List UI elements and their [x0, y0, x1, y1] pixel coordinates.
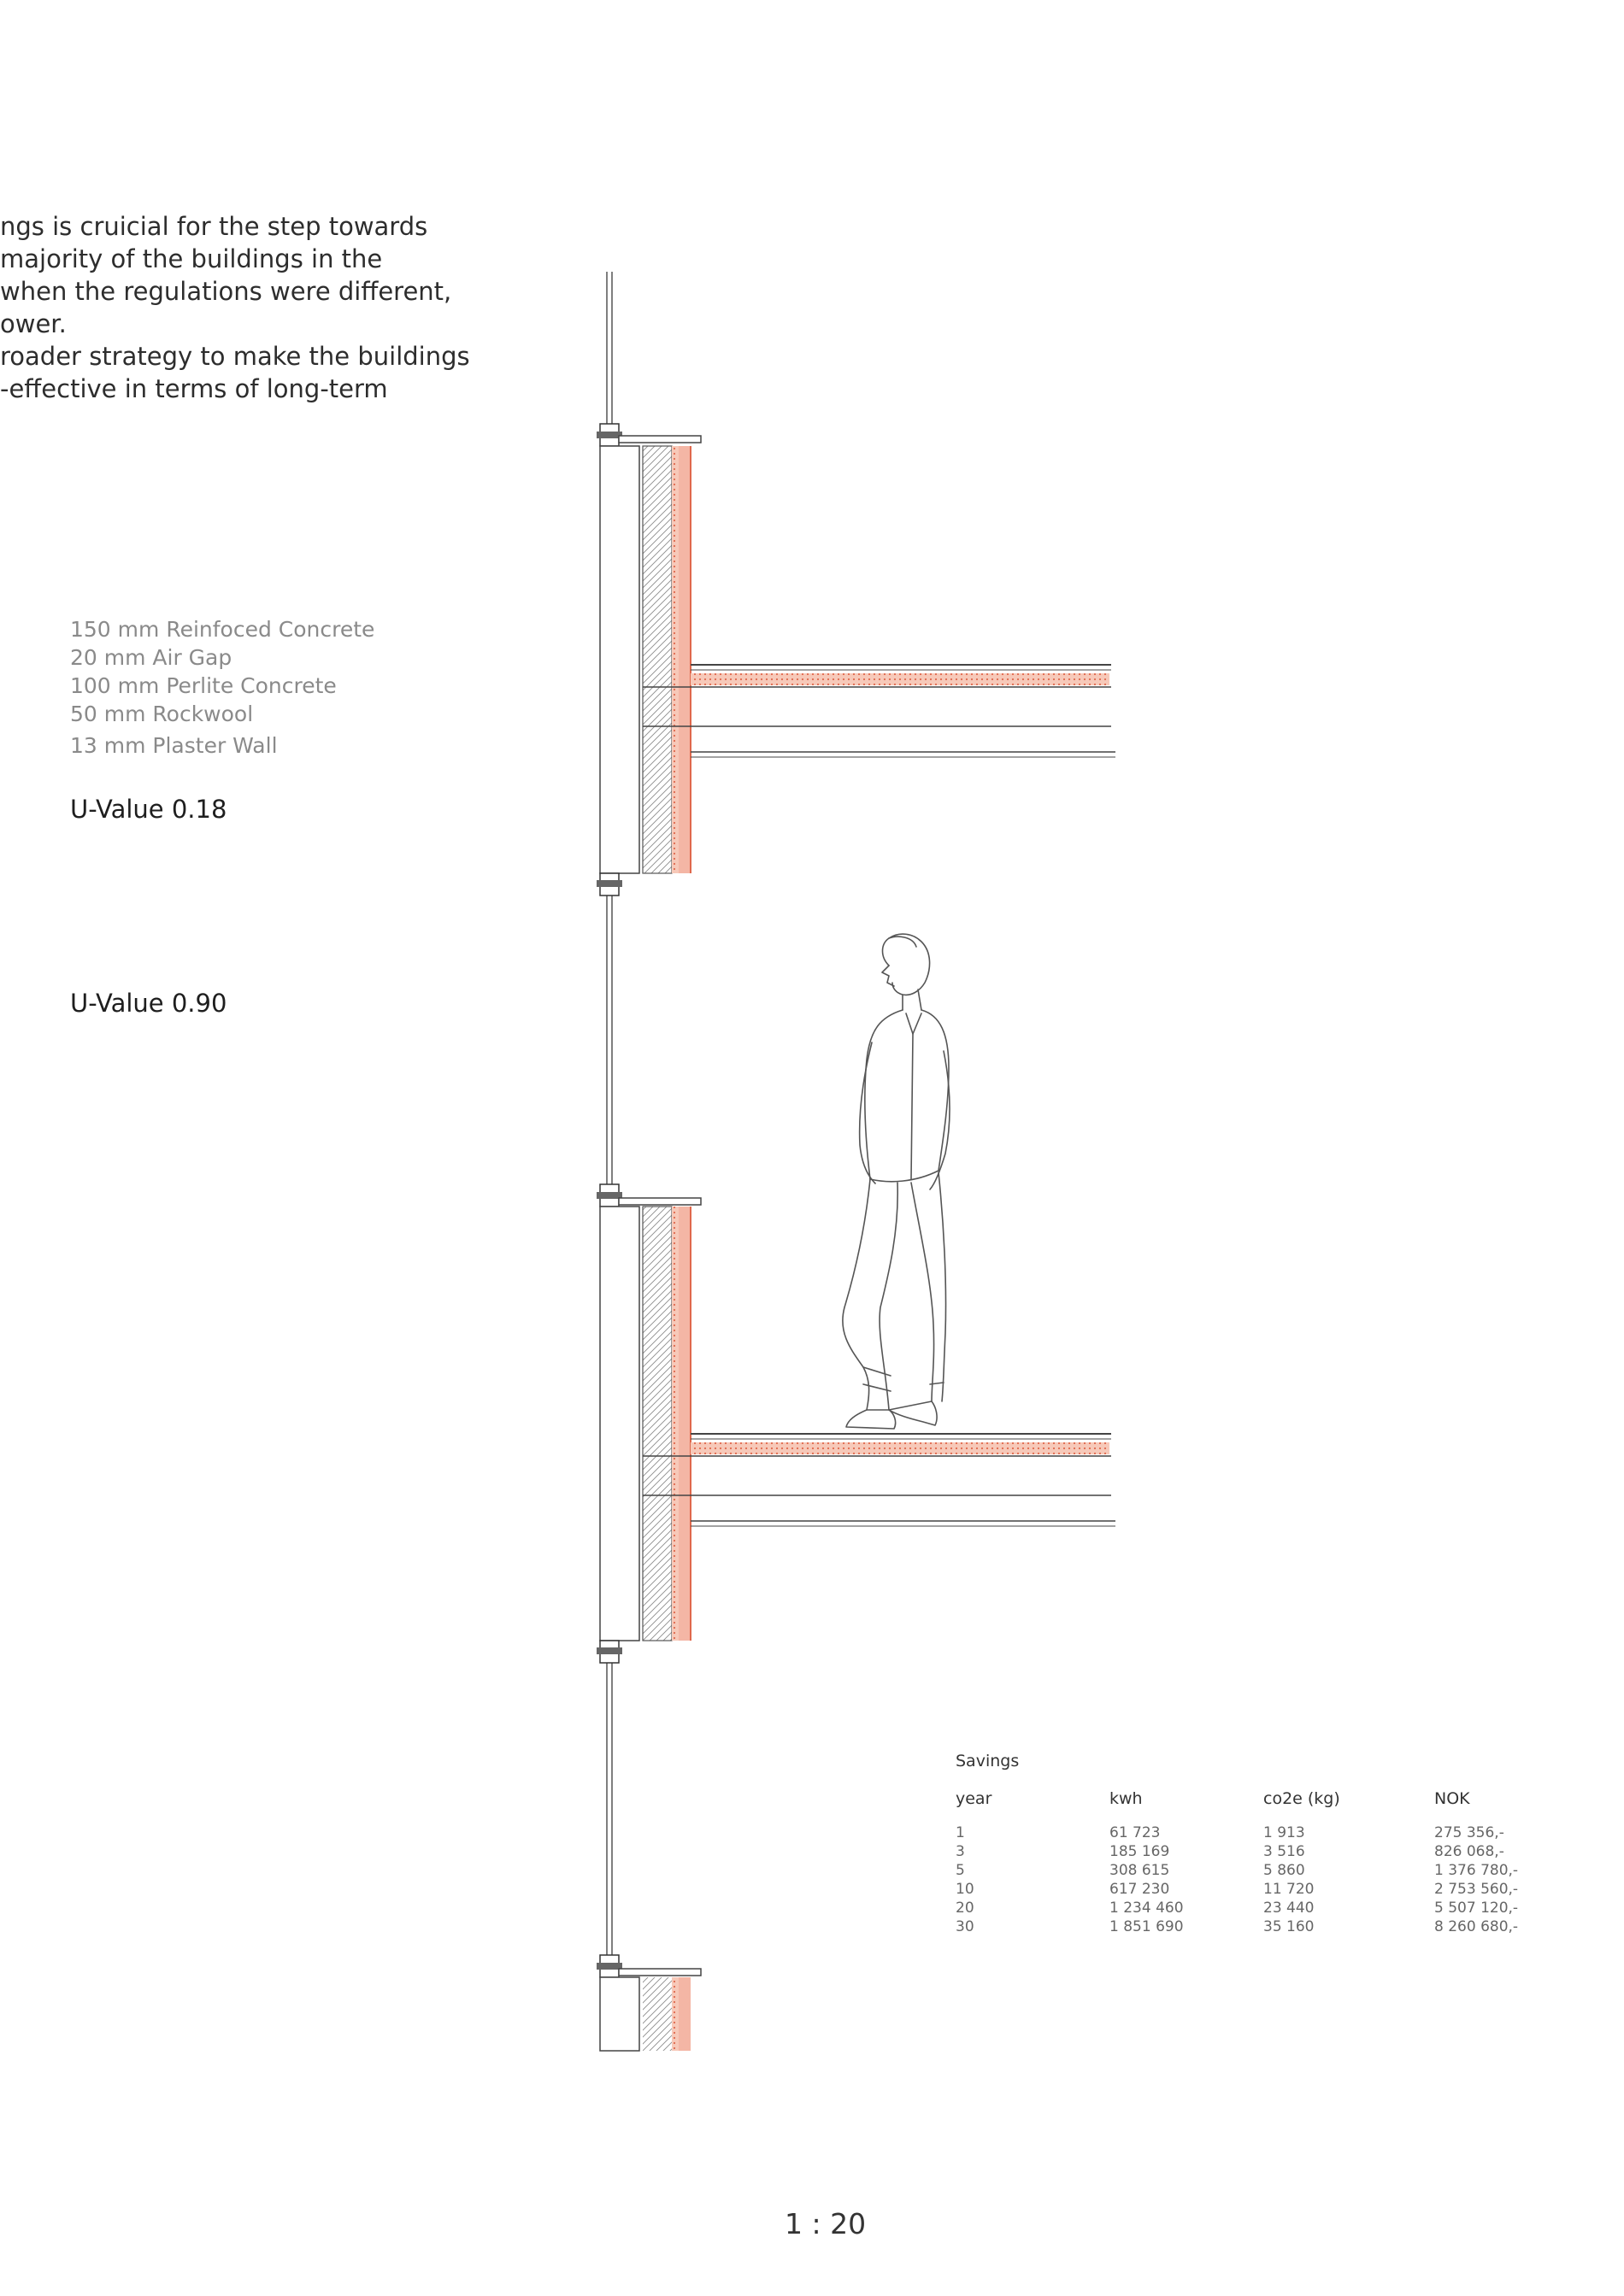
wall-block-upper [597, 424, 701, 895]
cell: 10 [956, 1881, 974, 1898]
cell: 1 851 690 [1109, 1918, 1184, 1935]
cell: 308 615 [1109, 1862, 1170, 1879]
cell: 1 913 [1263, 1824, 1305, 1841]
floor-slab-upper [643, 665, 1115, 757]
u-value-old: U-Value 0.90 [70, 989, 227, 1018]
wall-block-middle [597, 1184, 701, 1663]
u-value-new: U-Value 0.18 [70, 795, 227, 824]
wall-block-bottom [597, 1955, 701, 2051]
person-figure [843, 934, 950, 1429]
column-header: NOK [1434, 1789, 1470, 1808]
intro-line: ower. [0, 309, 67, 338]
cell: 30 [956, 1918, 974, 1935]
cell: 185 169 [1109, 1843, 1170, 1860]
cell: 3 [956, 1843, 965, 1860]
table-row [956, 1880, 1571, 1899]
intro-line: ngs is cruicial for the step towards [0, 212, 428, 241]
savings-title: Savings [956, 1752, 1020, 1770]
layer-label: 20 mm Air Gap [70, 645, 232, 670]
floor-slab-lower [643, 1434, 1115, 1526]
cell: 1 [956, 1824, 965, 1841]
cell: 5 507 120,- [1434, 1900, 1519, 1917]
cell: 20 [956, 1900, 974, 1917]
cell: 1 234 460 [1109, 1900, 1184, 1917]
intro-line: majority of the buildings in the [0, 244, 383, 273]
cell: 5 860 [1263, 1862, 1305, 1879]
cell: 1 376 780,- [1434, 1862, 1519, 1879]
intro-line: -effective in terms of long-term [0, 374, 388, 403]
column-header: year [956, 1789, 992, 1808]
table-header-row [956, 1789, 1571, 1823]
layer-label: 100 mm Perlite Concrete [70, 673, 337, 698]
cell: 2 753 560,- [1434, 1881, 1519, 1898]
cell: 3 516 [1263, 1843, 1305, 1860]
layer-label: 13 mm Plaster Wall [70, 733, 278, 758]
table-row [956, 1899, 1571, 1917]
savings-table-block [956, 1752, 1571, 1936]
column-header: kwh [1109, 1789, 1143, 1808]
cell: 35 160 [1263, 1918, 1315, 1935]
savings-table [956, 1789, 1571, 1936]
intro-line: when the regulations were different, [0, 277, 452, 306]
cell: 275 356,- [1434, 1824, 1504, 1841]
layer-label: 50 mm Rockwool [70, 702, 254, 726]
cell: 61 723 [1109, 1824, 1161, 1841]
cell: 5 [956, 1862, 965, 1879]
table-row [956, 1917, 1571, 1936]
cell: 617 230 [1109, 1881, 1170, 1898]
intro-line: roader strategy to make the buildings [0, 342, 470, 371]
cell: 23 440 [1263, 1900, 1315, 1917]
table-row [956, 1842, 1571, 1861]
scale-label: 1 : 20 [785, 2207, 867, 2240]
cell: 8 260 680,- [1434, 1918, 1519, 1935]
table-row [956, 1823, 1571, 1842]
cell: 826 068,- [1434, 1843, 1504, 1860]
table-row [956, 1861, 1571, 1880]
layer-label: 150 mm Reinfoced Concrete [70, 617, 375, 642]
column-header: co2e (kg) [1263, 1789, 1340, 1808]
cell: 11 720 [1263, 1881, 1315, 1898]
